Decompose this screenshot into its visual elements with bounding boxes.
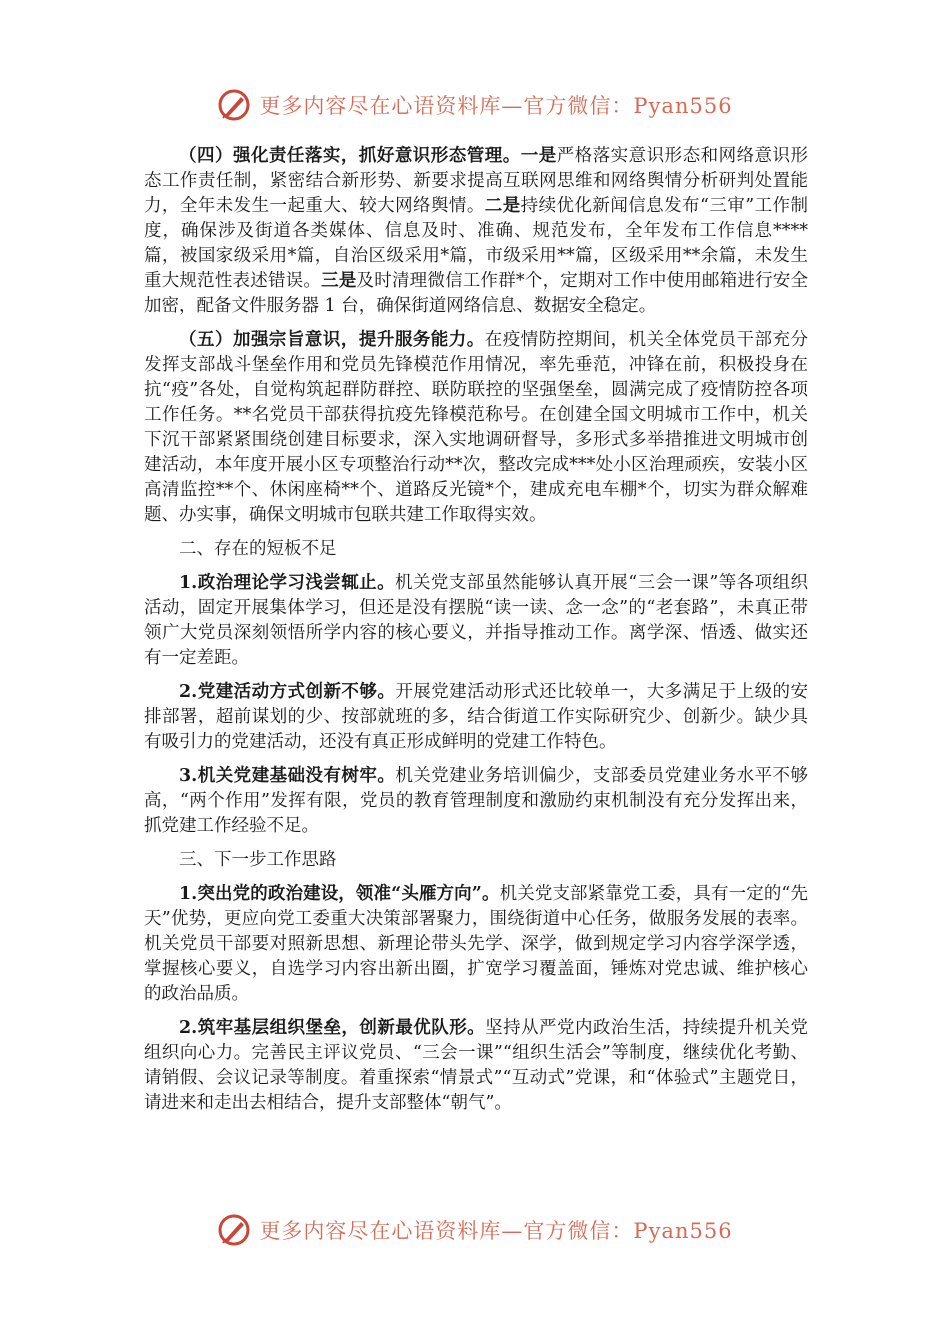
paragraph — [144, 328, 808, 528]
paragraph-title: （五）加强宗旨意识，提升服务能力。 — [179, 330, 485, 350]
paragraph-title: 3.机关党建基础没有树牢。 — [179, 766, 396, 786]
paragraph — [144, 571, 808, 671]
paragraph-title: 1.政治理论学习浅尝辄止。 — [179, 573, 396, 593]
paragraph-text: 机关党支部虽然能够认真开展“三会一课”等各项组织活动，固定开展集体学习，但还是没有摆脱“读一读、念一念”的“老套路”，未真正带领广大党员深刻领悟所学内容的核心要义，并指导推动工作。离学深、悟透、做实还有一定差距。 — [144, 573, 808, 668]
paragraph-text: 严格落实意识形态和网络意识形态工作责任制，紧密结合新形势、新要求提高互联网思维和网络舆情分析研判处置能力，全年未发生一起重大、较大网络舆情。 — [144, 146, 809, 216]
pen-logo-icon — [217, 1213, 251, 1247]
banner-text: 更多内容尽在心语资料库—官方微信：Pyan556 — [259, 94, 733, 118]
paragraph-title: （四）强化责任落实，抓好意识形态管理。 — [179, 146, 521, 166]
paragraph — [144, 764, 808, 839]
paragraph-text: 及时清理微信工作群*个，定期对工作中使用邮箱进行安全加密，配备文件服务器 1 台，确保街道网络信息、数据安全稳定。 — [144, 271, 809, 316]
paragraph-text: 持续优化新闻信息发布“三审”工作制度，确保涉及街道各类媒体、信息及时、准确、规范发布，全年发布工作信息****篇，被国家级采用*篇，自治区级采用*篇，市级采用**篇，区级采用**余篇，未发生重大规范性表述错误。 — [144, 196, 808, 291]
paragraph — [144, 680, 808, 755]
section-heading: 三、下一步工作思路 — [179, 850, 337, 870]
paragraph-title: 2.党建活动方式创新不够。 — [179, 682, 396, 702]
paragraph-text: 坚持从严党内政治生活，持续提升机关党组织向心力。完善民主评议党员、“三会一课”“组织生活会”等制度，继续优化考勤、请销假、会议记录等制度。着重探索“情景式”“互动式”党课，和“体验式”主题党日，请进来和走出去相结合，提升支部整体“朝气”。 — [144, 1018, 808, 1113]
paragraph-title: 2.筑牢基层组织堡垒，创新最优队形。 — [179, 1018, 486, 1038]
section-heading: 二、存在的短板不足 — [179, 539, 337, 559]
footer-banner — [0, 1210, 950, 1250]
paragraph-title: 1.突出党的政治建设，领准“头雁方向”。 — [179, 884, 500, 904]
paragraph-text: 机关党支部紧靠党工委，具有一定的“先天”优势，更应向党工委重大决策部署聚力，围绕街道中心任务，做服务发展的表率。机关党员干部要对照新思想、新理论带头先学、深学，做到规定学习内容学深学透，掌握核心要义，自选学习内容出新出圈，扩宽学习覆盖面，锤炼对党忠诚、维护核心的政治品质。 — [144, 884, 808, 1004]
paragraph — [144, 882, 808, 1007]
bold-marker: 二是 — [484, 196, 521, 216]
bold-marker: 一是 — [520, 146, 557, 166]
header-banner — [0, 85, 950, 125]
document-body — [144, 144, 808, 1125]
paragraph — [144, 144, 808, 319]
paragraph-text: 机关党建业务培训偏少，支部委员党建业务水平不够高，“两个作用”发挥有限，党员的教育管理制度和激励约束机制没有充分发挥出来，抓党建工作经验不足。 — [144, 766, 808, 836]
paragraph-text: 开展党建活动形式还比较单一，大多满足于上级的安排部署，超前谋划的少、按部就班的多，结合街道工作实际研究少、创新少。缺少具有吸引力的党建活动，还没有真正形成鲜明的党建工作特色。 — [144, 682, 808, 752]
pen-logo-icon — [217, 88, 251, 122]
banner-text: 更多内容尽在心语资料库—官方微信：Pyan556 — [259, 1219, 733, 1243]
paragraph — [144, 1016, 808, 1116]
bold-marker: 三是 — [321, 271, 357, 291]
paragraph-text: 在疫情防控期间，机关全体党员干部充分发挥支部战斗堡垒作用和党员先锋模范作用情况，率先垂范，冲锋在前，积极投身在抗“疫”各处，自觉构筑起群防群控、联防联控的坚强堡垒，圆满完成了疫情防控各项工作任务。**名党员干部获得抗疫先锋模范称号。在创建全国文明城市工作中，机关下沉干部紧紧围绕创建目标要求，深入实地调研督导，多形式多举措推进文明城市创建活动，本年度开展小区专项整治行动**次，整改完成***处小区治理顽疾，安装小区高清监控**个、休闲座椅**个、道路反光镜*个，建成充电车棚*个，切实为群众解难题、办实事，确保文明城市包联共建工作取得实效。 — [144, 330, 808, 525]
